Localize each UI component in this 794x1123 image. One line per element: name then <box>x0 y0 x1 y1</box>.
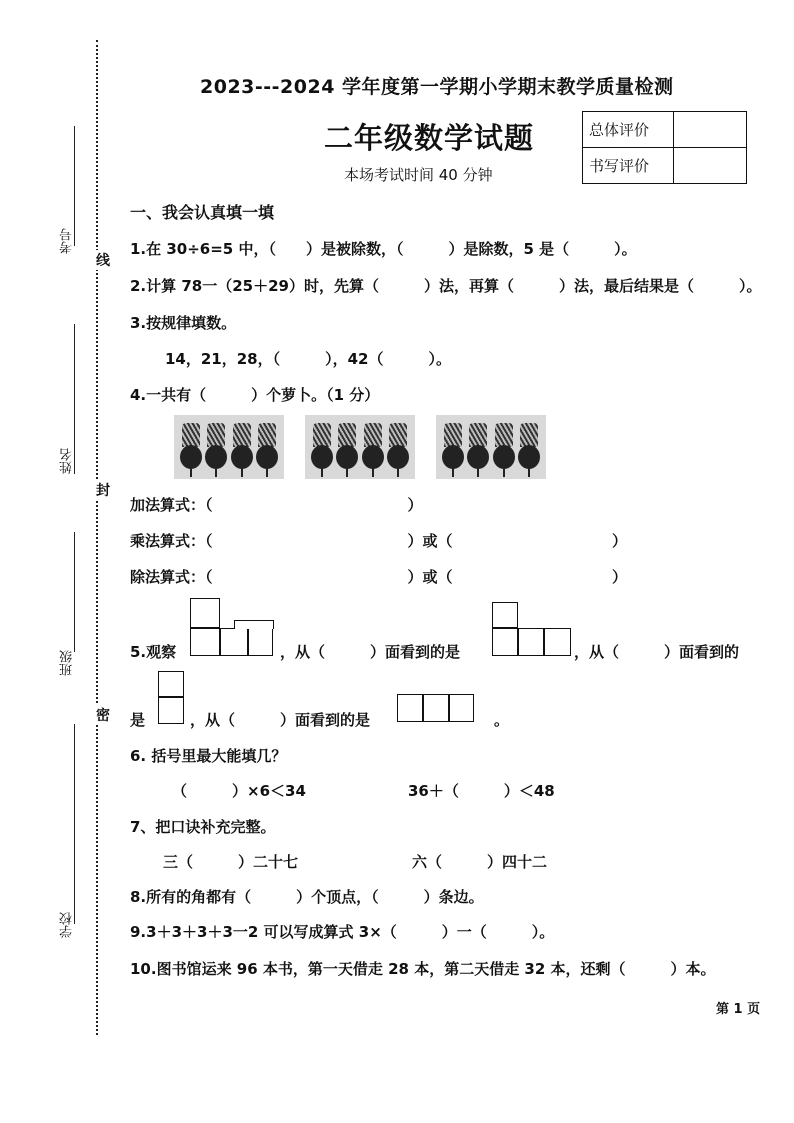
seal-char-seal: 封 <box>96 480 110 500</box>
writing-eval-label: 书写评价 <box>583 148 674 184</box>
exam-title: 2023---2024 学年度第一学期小学期末教学质量检测 <box>200 76 674 98</box>
section-title: 一、我会认真填一填 <box>130 203 275 222</box>
view-square <box>518 628 544 656</box>
division-equation-close: ） <box>612 568 628 586</box>
question-6-a: （ ）×6＜34 <box>172 782 306 800</box>
view-square <box>492 602 518 628</box>
writing-eval-value[interactable] <box>674 148 747 184</box>
question-9: 9.3＋3＋3＋3一2 可以写成算式 3×（ ）一（ ）。 <box>130 923 555 941</box>
class-line <box>74 532 75 652</box>
radish-icon <box>362 423 384 479</box>
question-5-view-c: ，从（ ）面看到的是 <box>190 711 371 729</box>
question-4: 4.一共有（ ）个萝卜。（1 分） <box>130 386 380 404</box>
question-6: 6. 括号里最大能填几？ <box>130 747 287 765</box>
cube <box>190 628 220 656</box>
radish-icon <box>493 423 515 479</box>
view-square <box>158 697 184 724</box>
view-square <box>423 694 449 722</box>
radish-icon <box>256 423 278 479</box>
cube-top-face <box>234 620 274 629</box>
paper-title: 二年级数学试题 <box>324 121 535 155</box>
radish-icon <box>518 423 540 479</box>
cube <box>248 628 273 656</box>
question-3: 3.按规律填数。 <box>130 314 237 332</box>
addition-equation: 加法算式：（ ） <box>130 496 423 514</box>
question-7-a: 三（ ）二十七 <box>163 853 299 871</box>
evaluation-table <box>582 111 747 184</box>
class-label: 班级 <box>60 650 75 676</box>
radish-group-3 <box>436 415 546 479</box>
cube <box>190 598 220 628</box>
binding-dotted-line <box>96 40 98 1035</box>
view-square <box>449 694 474 722</box>
radish-icon <box>311 423 333 479</box>
radish-icon <box>336 423 358 479</box>
cube <box>220 628 248 656</box>
question-8: 8.所有的角都有（ ）个顶点，（ ）条边。 <box>130 888 484 906</box>
division-equation: 除法算式：（ ）或（ <box>130 568 453 586</box>
question-3-sequence: 14，21，28，（ ），42（ ）。 <box>165 350 451 368</box>
overall-eval-label: 总体评价 <box>583 112 674 148</box>
radish-group-1 <box>174 415 284 479</box>
radish-icon <box>387 423 409 479</box>
view-square <box>158 671 184 697</box>
question-5-end: 。 <box>494 711 510 729</box>
question-10: 10.图书馆运来 96 本书，第一天借走 28 本，第二天借走 32 本，还剩（ ）本。 <box>130 960 716 978</box>
question-5-view-b: ，从（ ）面看到的 <box>574 643 740 661</box>
seal-char-line: 线 <box>96 250 110 270</box>
question-2: 2.计算 78一（25＋29）时，先算（ ）法，再算（ ）法，最后结果是（ ）。 <box>130 277 762 295</box>
radish-icon <box>231 423 253 479</box>
radish-icon <box>467 423 489 479</box>
page-number: 第 1 页 <box>716 1002 761 1017</box>
time-note: 本场考试时间 40 分钟 <box>344 166 493 184</box>
question-7: 7、把口诀补充完整。 <box>130 818 276 836</box>
view-square <box>492 628 518 656</box>
question-5-observe: 5.观察 <box>130 643 177 661</box>
exam-id-label: 考号 <box>60 228 75 254</box>
multiplication-equation-close: ） <box>612 532 628 550</box>
name-label: 姓名 <box>60 448 75 474</box>
question-5-is: 是 <box>130 711 146 729</box>
radish-icon <box>180 423 202 479</box>
view-square <box>397 694 423 722</box>
radish-icon <box>205 423 227 479</box>
radish-icon <box>442 423 464 479</box>
evaluation-row <box>583 112 747 148</box>
question-7-b: 六（ ）四十二 <box>412 853 548 871</box>
multiplication-equation: 乘法算式：（ ）或（ <box>130 532 453 550</box>
question-5-view-a: ，从（ ）面看到的是 <box>280 643 461 661</box>
school-line <box>74 724 75 924</box>
school-label: 学校 <box>60 912 75 938</box>
question-6-b: 36＋（ ）＜48 <box>408 782 555 800</box>
view-square <box>544 628 571 656</box>
evaluation-row <box>583 148 747 184</box>
radish-group-2 <box>305 415 415 479</box>
question-1: 1.在 30÷6=5 中，（ ）是被除数，（ ）是除数，5 是（ ）。 <box>130 240 637 258</box>
overall-eval-value[interactable] <box>674 112 747 148</box>
seal-char-secret: 密 <box>96 705 110 725</box>
